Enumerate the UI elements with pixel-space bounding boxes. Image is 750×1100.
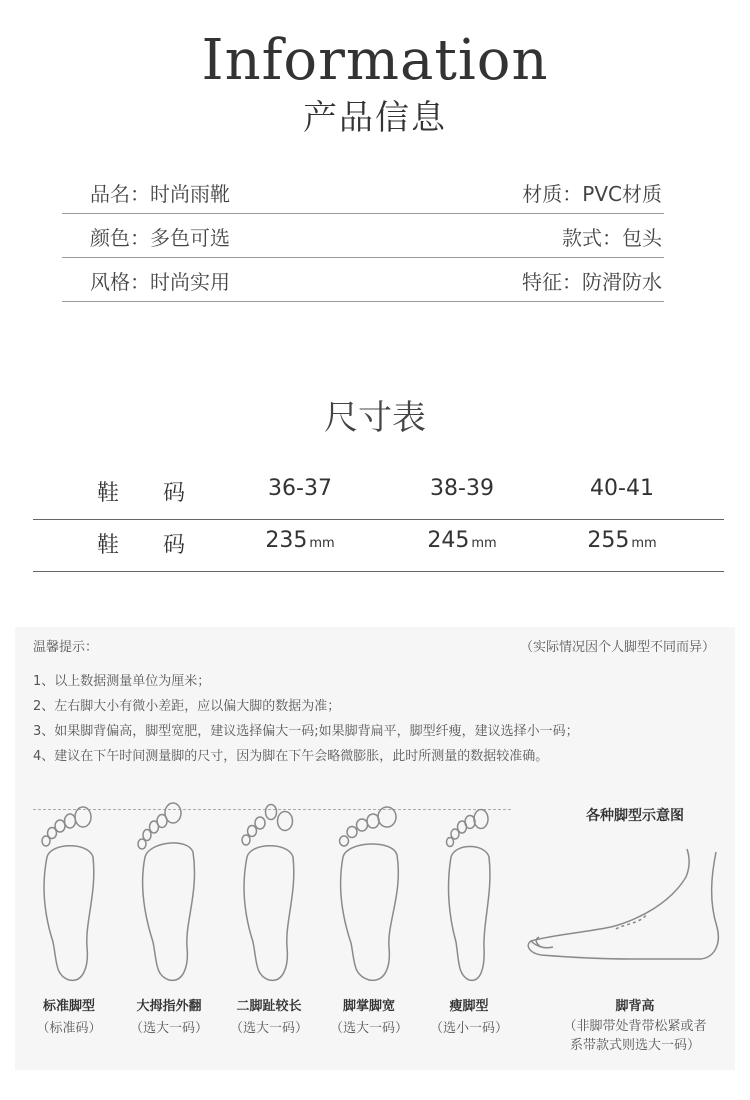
info-row bbox=[62, 170, 664, 214]
instep-label: 脚背高 bbox=[615, 999, 655, 1014]
foot-type-sub: （标准码） bbox=[36, 1021, 102, 1036]
size-chart-title: 尺寸表 bbox=[324, 398, 426, 438]
foot-type-label: 二脚趾较长 bbox=[236, 999, 302, 1014]
tip-line: 4、建议在下午时间测量脚的尺寸，因为脚在下午会略微膨胀，此时所测量的数据较准确。 bbox=[33, 749, 549, 764]
foot-type-sub: （选大一码） bbox=[129, 1021, 208, 1036]
high-instep-foot-icon bbox=[521, 847, 731, 967]
info-row bbox=[62, 214, 664, 258]
standard-foot-icon bbox=[27, 797, 111, 987]
length-cell bbox=[397, 528, 527, 553]
tip-line: 2、左右脚大小有微小差距，应以偏大脚的数据为准； bbox=[33, 699, 341, 714]
title-en: Information bbox=[201, 28, 549, 93]
tips-note: （实际情况因个人脚型不同而异） bbox=[519, 640, 715, 655]
instep-sub-line: （非脚带处背带松紧或者 bbox=[563, 1019, 707, 1034]
info-fashion: 风格：时尚实用 bbox=[90, 270, 230, 294]
info-style: 款式：包头 bbox=[562, 226, 662, 250]
instep-sub-line: 系带款式则选大一码） bbox=[569, 1038, 700, 1053]
info-material: 材质：PVC材质 bbox=[522, 182, 662, 206]
tips-panel bbox=[15, 627, 735, 1070]
tips-heading: 温馨提示： bbox=[33, 640, 99, 655]
bunion-foot-icon bbox=[127, 797, 211, 987]
length-cell bbox=[557, 528, 687, 553]
length-unit: mm bbox=[631, 536, 657, 551]
length-value: 255 bbox=[587, 528, 630, 553]
length-unit: mm bbox=[471, 536, 497, 551]
foot-type-label: 标准脚型 bbox=[42, 999, 95, 1014]
foot-diagram-title: 各种脚型示意图 bbox=[586, 808, 684, 824]
info-row bbox=[62, 258, 664, 302]
instep-sub bbox=[540, 1017, 730, 1055]
size-header-char2: 码 bbox=[163, 533, 186, 558]
tip-line: 3、如果脚背偏高，脚型宽肥，建议选择偏大一码;如果脚背扁平，脚型纤瘦，建议选择小一码； bbox=[33, 724, 579, 739]
wide-foot-icon bbox=[327, 797, 411, 987]
foot-type-sub: （选小一码） bbox=[429, 1021, 508, 1036]
info-feature: 特征：防滑防水 bbox=[522, 270, 662, 294]
thin-foot-icon bbox=[427, 797, 511, 987]
size-header-char1: 鞋 bbox=[97, 481, 120, 506]
info-color: 颜色：多色可选 bbox=[90, 226, 230, 250]
size-row-lengths bbox=[33, 522, 724, 572]
length-cell bbox=[235, 528, 365, 553]
long-second-toe-foot-icon bbox=[227, 797, 311, 987]
size-cell: 38-39 bbox=[430, 476, 494, 501]
foot-type-label: 脚掌脚宽 bbox=[342, 999, 395, 1014]
foot-type-sub: （选大一码） bbox=[329, 1021, 408, 1036]
foot-type-sub: （选大一码） bbox=[229, 1021, 308, 1036]
length-value: 235 bbox=[265, 528, 308, 553]
size-cell: 36-37 bbox=[268, 476, 332, 501]
size-row-sizes bbox=[33, 470, 724, 520]
foot-type-label: 大拇指外翻 bbox=[136, 999, 202, 1014]
length-unit: mm bbox=[309, 536, 335, 551]
tip-line: 1、以上数据测量单位为厘米； bbox=[33, 674, 211, 689]
info-name: 品名：时尚雨靴 bbox=[90, 182, 230, 206]
title-cn: 产品信息 bbox=[303, 98, 447, 138]
foot-type-label: 瘦脚型 bbox=[449, 999, 489, 1014]
size-header-char2: 码 bbox=[163, 481, 186, 506]
length-value: 245 bbox=[427, 528, 470, 553]
size-cell: 40-41 bbox=[590, 476, 654, 501]
size-header-char1: 鞋 bbox=[97, 533, 120, 558]
